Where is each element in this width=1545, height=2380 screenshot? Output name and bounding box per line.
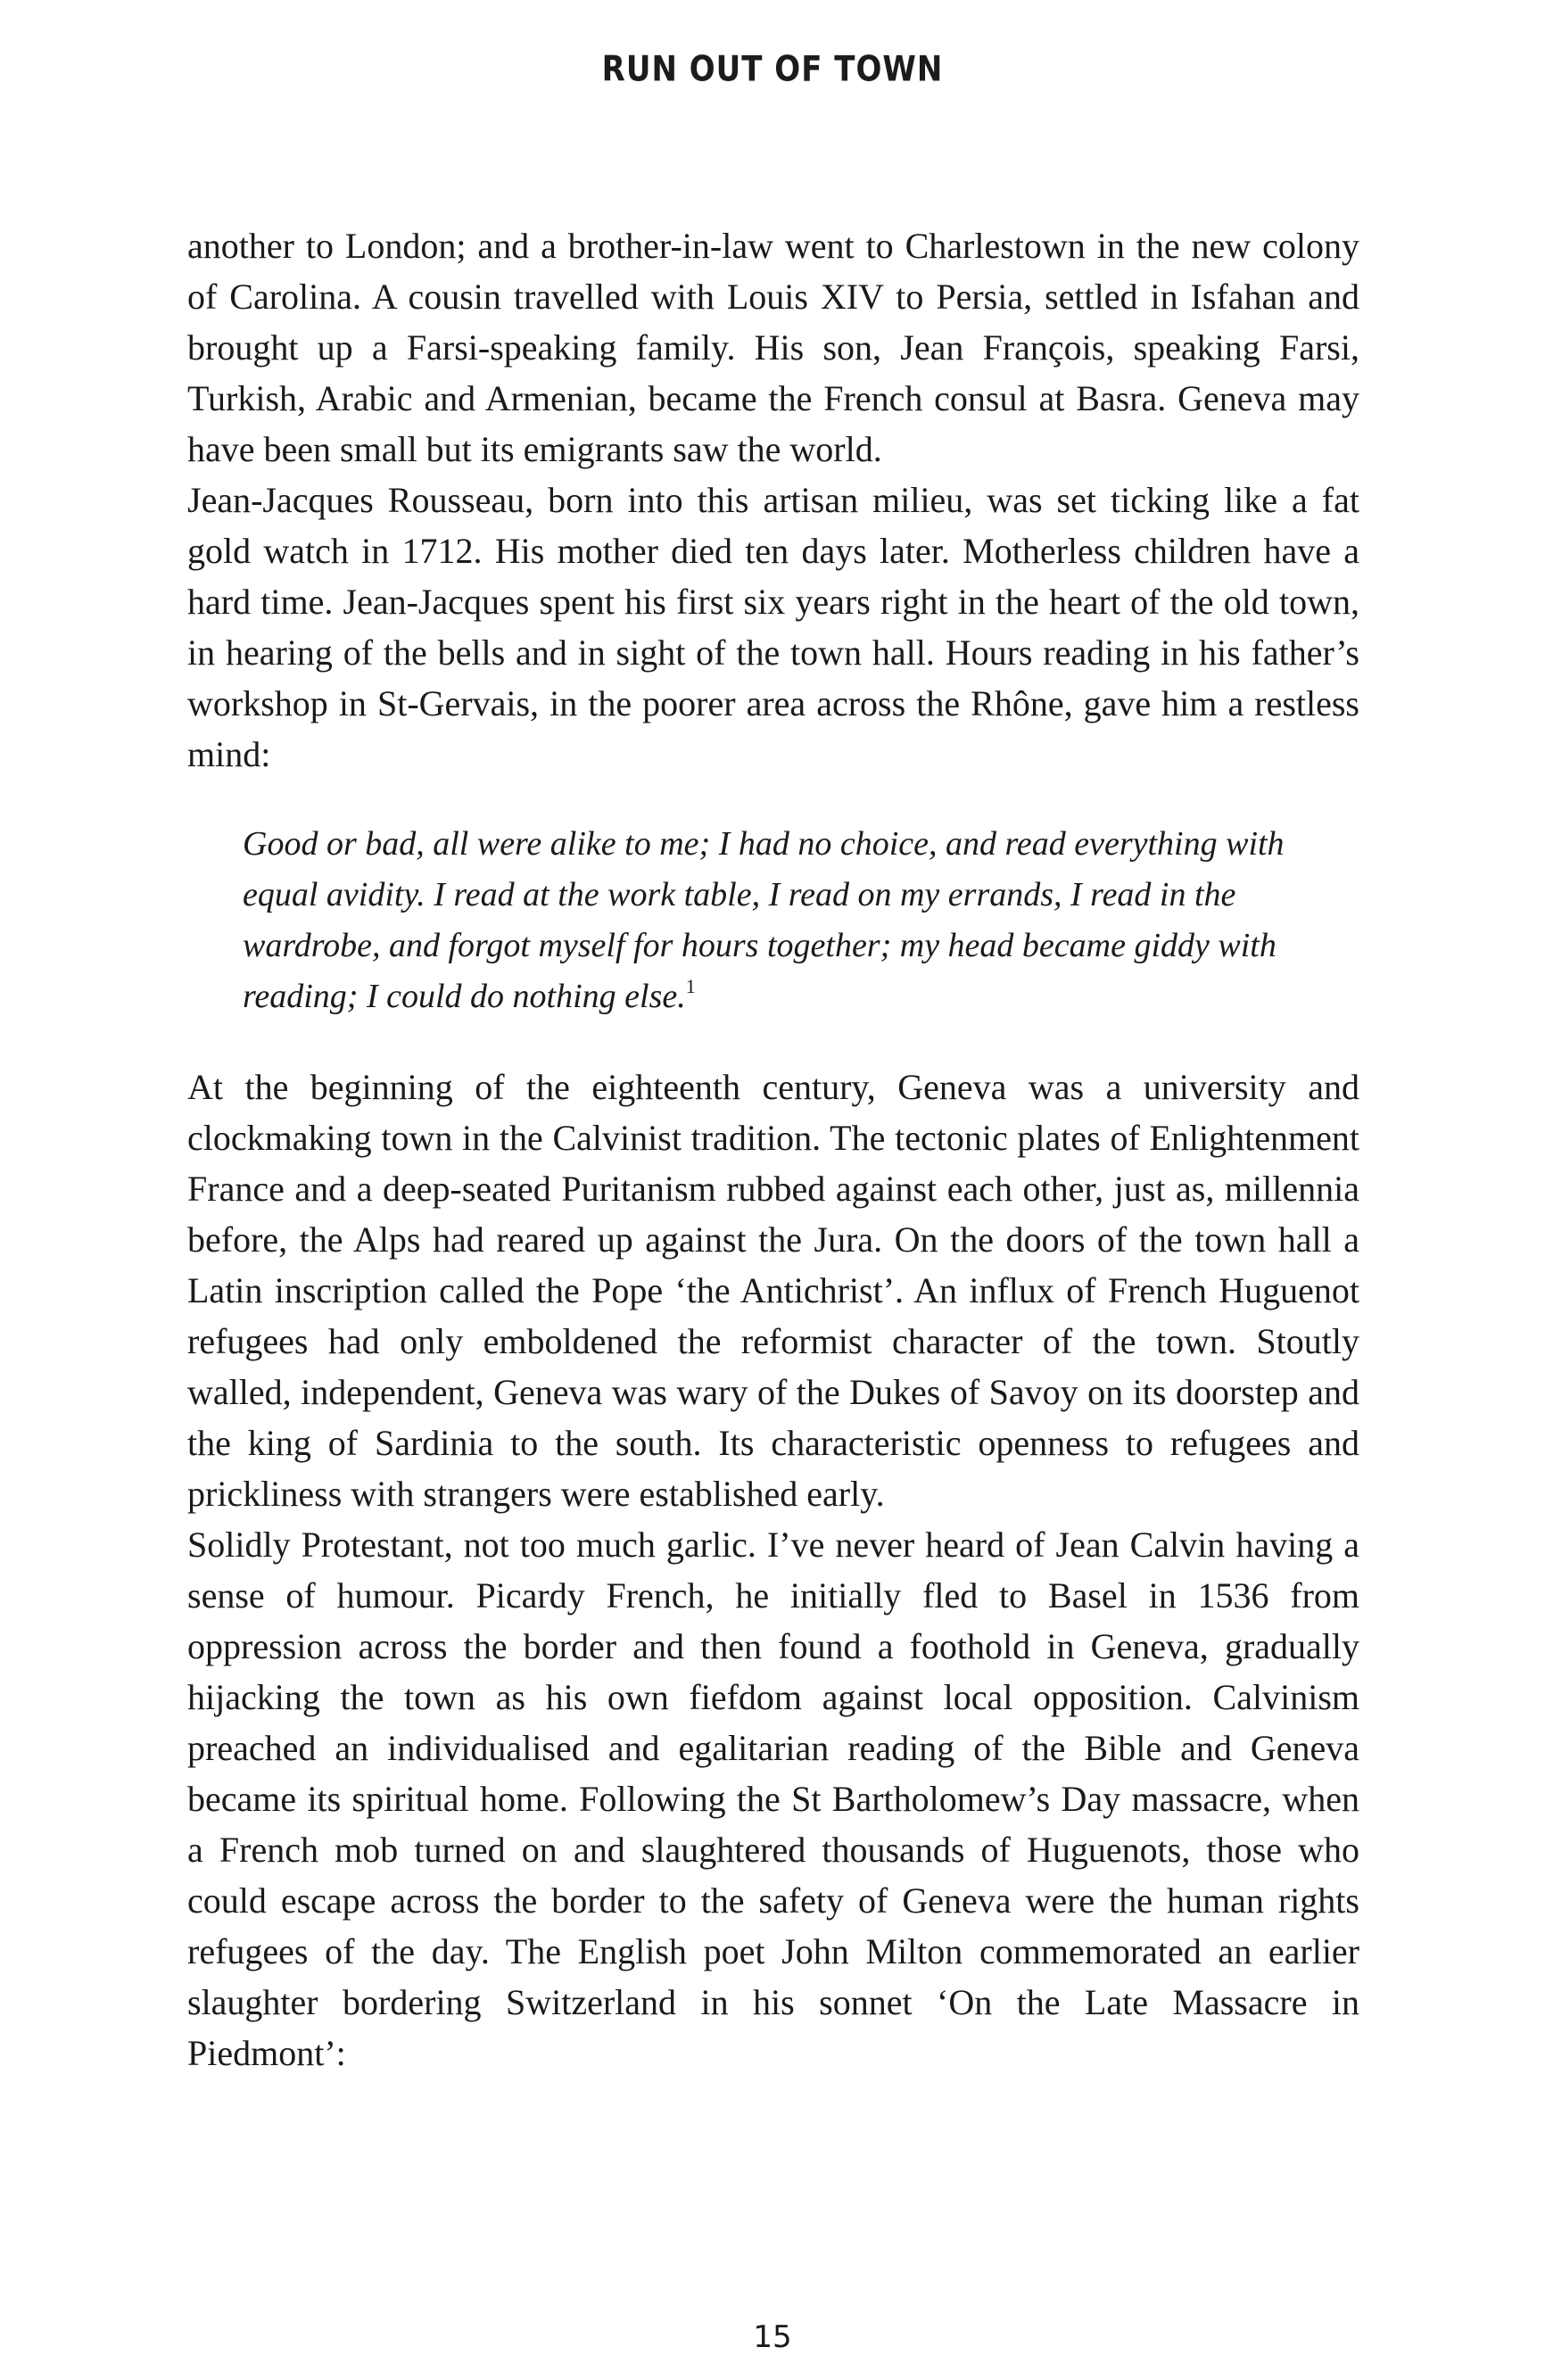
page-number: 15: [753, 2319, 792, 2355]
running-head: RUN OUT OF TOWN: [601, 49, 944, 90]
spacer: [187, 780, 1359, 819]
block-quote: [187, 819, 1326, 1022]
footnote-marker[interactable]: 1: [685, 975, 696, 997]
quote-text: Good or bad, all were alike to me; I had no choice, and read everything with equal avidity. I read at the work table, I read on my errands, I read in the wardrobe, and forgot myself for hours together; my head became giddy with reading; I could do nothing else.: [243, 825, 1285, 1015]
paragraph-calvin: Solidly Protestant, not too much garlic. I’ve never heard of Jean Calvin having a sense of humour. Picardy French, he initially fled to Basel in 1536 from oppression across the border and then found a foothold in Geneva, gradually hijacking the town as his own fiefdom against local opposition. Calvinism preached an individualised and egalitarian reading of the Bible and Geneva became its spiritual home. Following the St Bartholomew’s Day massacre, when a French mob turned on and slaughtered thousands of Huguenots, those who could escape across the border to the safety of Geneva were the human rights refugees of the day. The English poet John Milton commemorated an earlier slaughter bordering Switzerland in his sonnet ‘On the Late Massacre in Piedmont’:: [187, 1525, 1359, 2073]
body-text: [187, 220, 1359, 2078]
paragraph-geneva: At the beginning of the eighteenth century, Geneva was a university and clockmaking town in the Calvinist tradition. The tectonic plates of Enlightenment France and a deep-seated Puritanism rubbed against each other, just as, millennia before, the Alps had reared up against the Jura. On the doors of the town hall a Latin inscription called the Pope ‘the Antichrist’. An influx of French Huguenot refugees had only emboldened the reformist character of the town. Stoutly walled, independent, Geneva was wary of the Dukes of Savoy on its doorstep and the king of Sardinia to the south. Its characteristic openness to refugees and prickliness with strangers were established early.: [187, 1067, 1359, 1514]
paragraph-rousseau: Jean-Jacques Rousseau, born into this artisan milieu, was set ticking like a fat gold watch in 1712. His mother died ten days later. Motherless children have a hard time. Jean-Jacques spent his first six years right in the heart of the old town, in hearing of the bells and in sight of the town hall. Hours reading in his father’s workshop in St-Gervais, in the poorer area across the Rhône, gave him a restless mind:: [187, 480, 1359, 774]
paragraph-continued: another to London; and a brother-in-law went to Charlestown in the new colony of Carolina. A cousin travelled with Louis XIV to Persia, settled in Isfahan and brought up a Farsi-speaking family. His son, Jean François, speaking Farsi, Turkish, Arabic and Armenian, became the French consul at Basra. Geneva may have been small but its emigrants saw the world.: [187, 226, 1359, 469]
spacer: [187, 1022, 1359, 1062]
